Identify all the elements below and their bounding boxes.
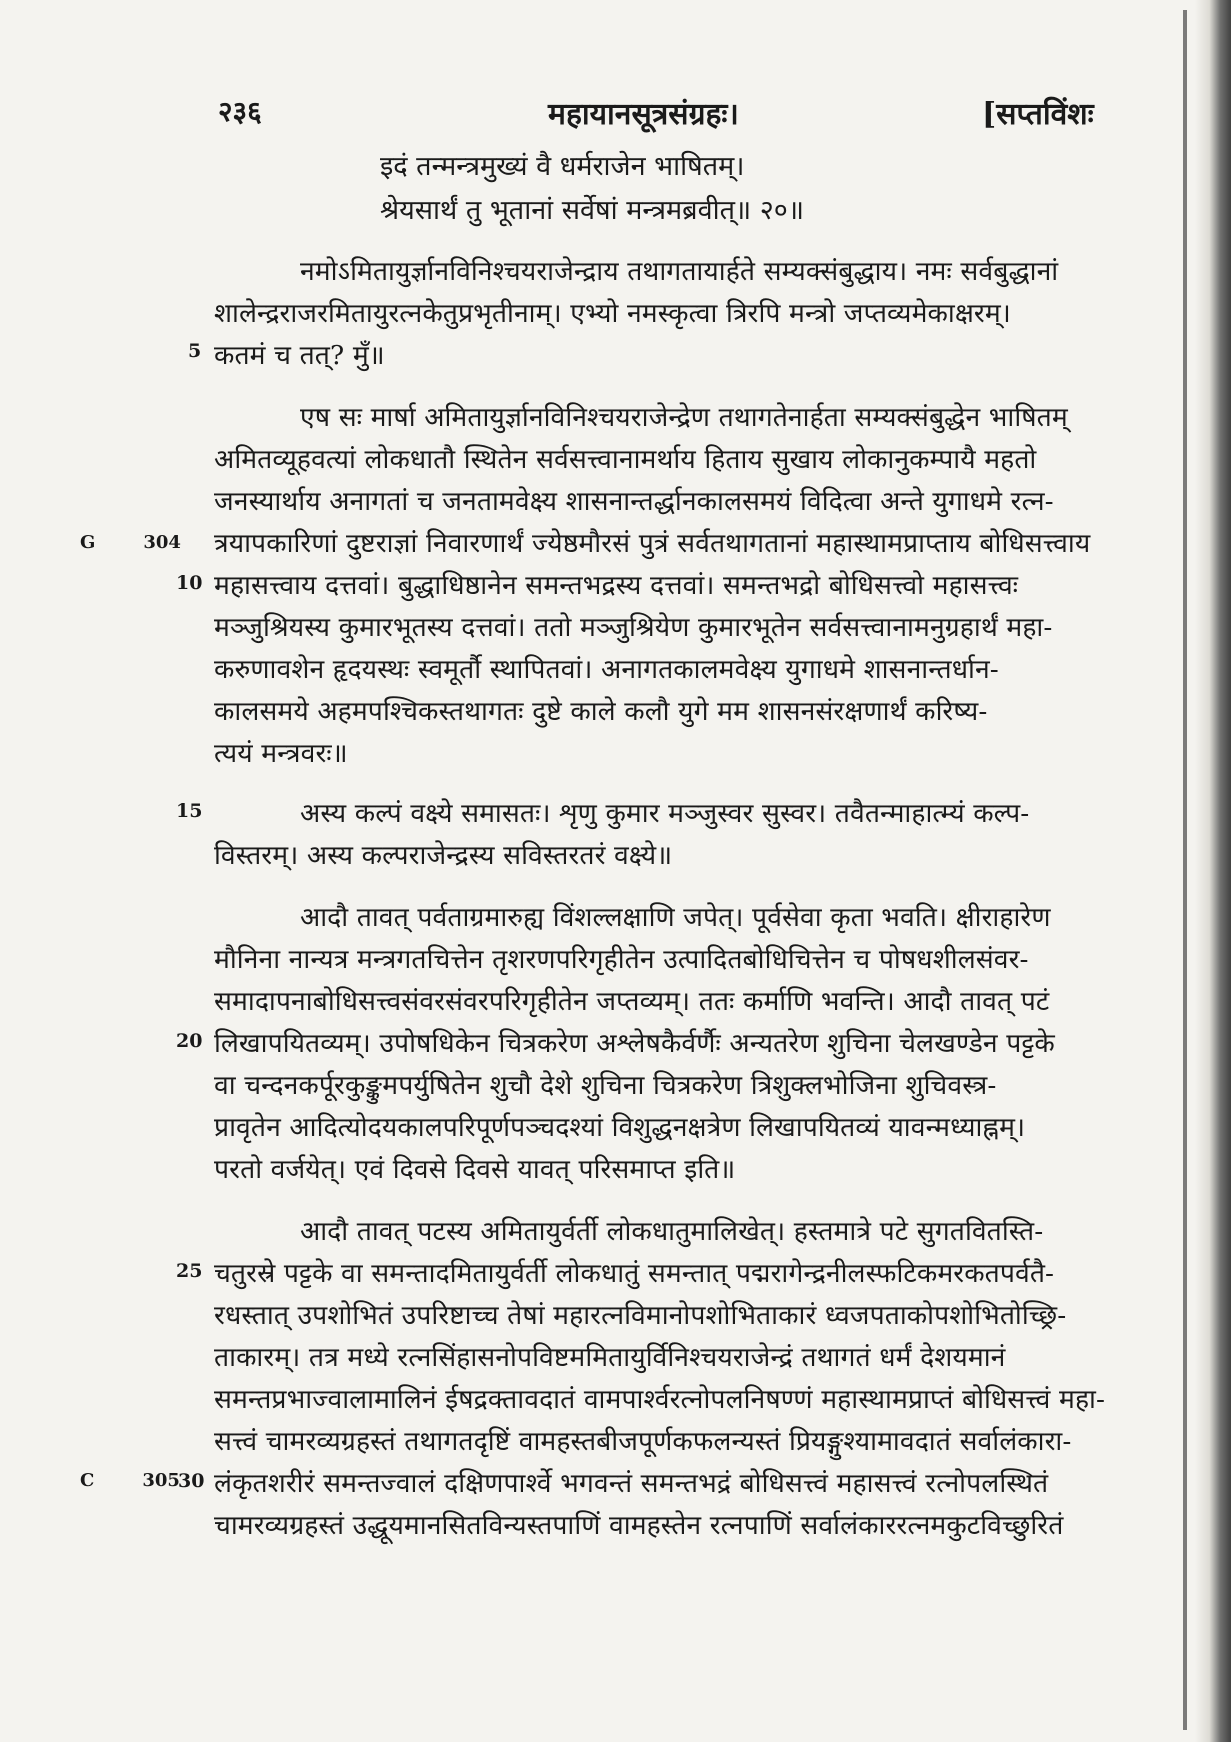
margin-page: 305 bbox=[142, 1470, 180, 1491]
text-line: विस्तरम्। अस्य कल्पराजेन्द्रस्य सविस्तरतरं वक्ष्ये॥ bbox=[214, 840, 673, 871]
text-line: करुणावशेन हृदयस्थः स्वमूर्तौ स्थापितवां। अनागतकालमवेक्ष्य युगाधमे शासनान्तर्धान- bbox=[214, 654, 999, 685]
text-line: समादापनाबोधिसत्त्वसंवरसंवरपरिगृहीतेन जप्तव्यम्। ततः कर्माणि भवन्ति। आदौ तावत् पटं bbox=[214, 986, 1050, 1017]
line-number: 30 bbox=[178, 1470, 205, 1492]
text-line: वा चन्दनकर्पूरकुङ्कुमपर्युषितेन शुचौ देशे शुचिना चित्रकरेण त्रिशुक्लभोजिना शुचिवस्त्र- bbox=[214, 1070, 997, 1101]
book-title: महायानसूत्रसंग्रहः। bbox=[548, 97, 739, 132]
text-line: कतमं च तत्? मुँ॥ bbox=[214, 340, 385, 371]
text-line: परतो वर्जयेत्। एवं दिवसे दिवसे यावत् परिसमाप्त इति॥ bbox=[214, 1154, 736, 1185]
text-line: समन्तप्रभाज्वालामालिनं ईषद्रक्तावदातं वामपार्श्वरत्नोपलनिषण्णं महास्थामप्राप्तं बोधिसत्त्वं महा- bbox=[214, 1384, 1106, 1415]
margin-letter: C bbox=[80, 1470, 95, 1491]
margin-page: 304 bbox=[143, 532, 181, 553]
running-header bbox=[0, 92, 1231, 132]
verse-line: इदं तन्मन्त्रमुख्यं वै धर्मराजेन भाषितम्। bbox=[380, 151, 745, 182]
scan-border-line bbox=[1183, 10, 1187, 1730]
line-number: 5 bbox=[188, 340, 202, 362]
margin-letter: G bbox=[80, 532, 96, 553]
text-line: जनस्यार्थाय अनागतां च जनतामवेक्ष्य शासनान्तर्द्धानकालसमयं विदित्वा अन्ते युगाधमे रत्न- bbox=[214, 486, 1054, 517]
text-line: कालसमये अहमपश्चिकस्तथागतः दुष्टे काले कलौ युगे मम शासनसंरक्षणार्थं करिष्य- bbox=[214, 696, 988, 727]
text-line: चामरव्यग्रहस्तं उद्धूयमानसितविन्यस्तपाणिं वामहस्तेन रत्नपाणिं सर्वालंकाररत्नमकुटविच्छुरितं bbox=[214, 1510, 1064, 1541]
page-number: २३६ bbox=[218, 95, 262, 128]
chapter-label: [सप्तविंशः bbox=[982, 97, 1094, 132]
text-line: अमितव्यूहवत्यां लोकधातौ स्थितेन सर्वसत्त्वानामर्थाय हिताय सुखाय लोकानुकम्पायै महतो bbox=[214, 444, 1037, 475]
line-number: 15 bbox=[176, 800, 203, 822]
text-line: प्रावृतेन आदित्योदयकालपरिपूर्णपञ्चदश्यां विशुद्धनक्षत्रेण लिखापयितव्यं यावन्मध्याह्नम्। bbox=[214, 1112, 1026, 1143]
text-line: एष सः मार्षा अमितायुर्ज्ञानविनिश्चयराजेन्द्रेण तथागतेनार्हता सम्यक्संबुद्धेन भाषितम् bbox=[300, 402, 1068, 433]
line-number: 20 bbox=[176, 1030, 203, 1052]
text-line: लिखापयितव्यम्। उपोषधिकेन चित्रकरेण अश्लेषकैर्वर्णैः अन्यतरेण शुचिना चेलखण्डेन पट्टके bbox=[214, 1028, 1055, 1059]
text-line: मौनिना नान्यत्र मन्त्रगतचित्तेन तृशरणपरिगृहीतेन उत्पादितबोधिचित्तेन च पोषधशीलसंवर- bbox=[214, 944, 1029, 975]
scan-border bbox=[1195, 0, 1231, 1742]
text-line: त्रयापकारिणां दुष्टराज्ञां निवारणार्थं ज्येष्ठमौरसं पुत्रं सर्वतथागतानां महास्थामप्राप्ताय बोधिसत्त्वाय bbox=[214, 528, 1091, 559]
text-line: आदौ तावत् पर्वताग्रमारुह्य विंशल्लक्षाणि जपेत्। पूर्वसेवा कृता भवति। क्षीराहारेण bbox=[300, 902, 1051, 933]
text-line: मञ्जुश्रियस्य कुमारभूतस्य दत्तवां। ततो मञ्जुश्रियेण कुमारभूतेन सर्वसत्त्वानामनुग्रहार्थं महा- bbox=[214, 612, 1053, 643]
margin-ref-c bbox=[80, 1470, 180, 1491]
text-line: शालेन्द्रराजरमितायुरत्नकेतुप्रभृतीनाम्। एभ्यो नमस्कृत्वा त्रिरपि मन्त्रो जप्तव्यमेकाक्षरम्। bbox=[214, 298, 1011, 329]
text-line: ताकारम्। तत्र मध्ये रत्नसिंहासनोपविष्टममितायुर्विनिश्चयराजेन्द्रं तथागतं धर्मं देशयमानं bbox=[214, 1342, 1006, 1373]
margin-ref-g bbox=[80, 532, 181, 553]
text-line: लंकृतशरीरं समन्तज्वालं दक्षिणपार्श्वे भगवन्तं समन्तभद्रं बोधिसत्त्वं महासत्त्वं रत्नोपलस्थितं bbox=[214, 1468, 1049, 1499]
verse-line: श्रेयसार्थं तु भूतानां सर्वेषां मन्त्रमब्रवीत्॥ २०॥ bbox=[380, 195, 804, 226]
line-number: 10 bbox=[176, 572, 203, 594]
text-line: त्ययं मन्त्रवरः॥ bbox=[214, 738, 348, 769]
text-line: आदौ तावत् पटस्य अमितायुर्वर्ती लोकधातुमालिखेत्। हस्तमात्रे पटे सुगतवितस्ति- bbox=[300, 1216, 1044, 1247]
text-line: रधस्तात् उपशोभितं उपरिष्टाच्च तेषां महारत्नविमानोपशोभिताकारं ध्वजपताकोपशोभितोच्छ्रि- bbox=[214, 1300, 1067, 1331]
text-line: सत्त्वं चामरव्यग्रहस्तं तथागतदृष्टिं वामहस्तबीजपूर्णकफलन्यस्तं प्रियङ्गुश्यामावदातं सर्वालंकारा- bbox=[214, 1426, 1072, 1457]
text-line: नमोऽमितायुर्ज्ञानविनिश्चयराजेन्द्राय तथागतायार्हते सम्यक्संबुद्धाय। नमः सर्वबुद्धानां bbox=[300, 256, 1059, 287]
text-line: अस्य कल्पं वक्ष्ये समासतः। शृणु कुमार मञ्जुस्वर सुस्वर। तवैतन्माहात्म्यं कल्प- bbox=[300, 798, 1030, 829]
text-line: महासत्त्वाय दत्तवां। बुद्धाधिष्ठानेन समन्तभद्रस्य दत्तवां। समन्तभद्रो बोधिसत्त्वो महासत्त्वः bbox=[214, 570, 1019, 601]
line-number: 25 bbox=[176, 1260, 203, 1282]
text-line: चतुरस्रे पट्टके वा समन्तादमितायुर्वर्ती लोकधातुं समन्तात् पद्मरागेन्द्रनीलस्फटिकमरकतपर्वतै- bbox=[214, 1258, 1055, 1289]
